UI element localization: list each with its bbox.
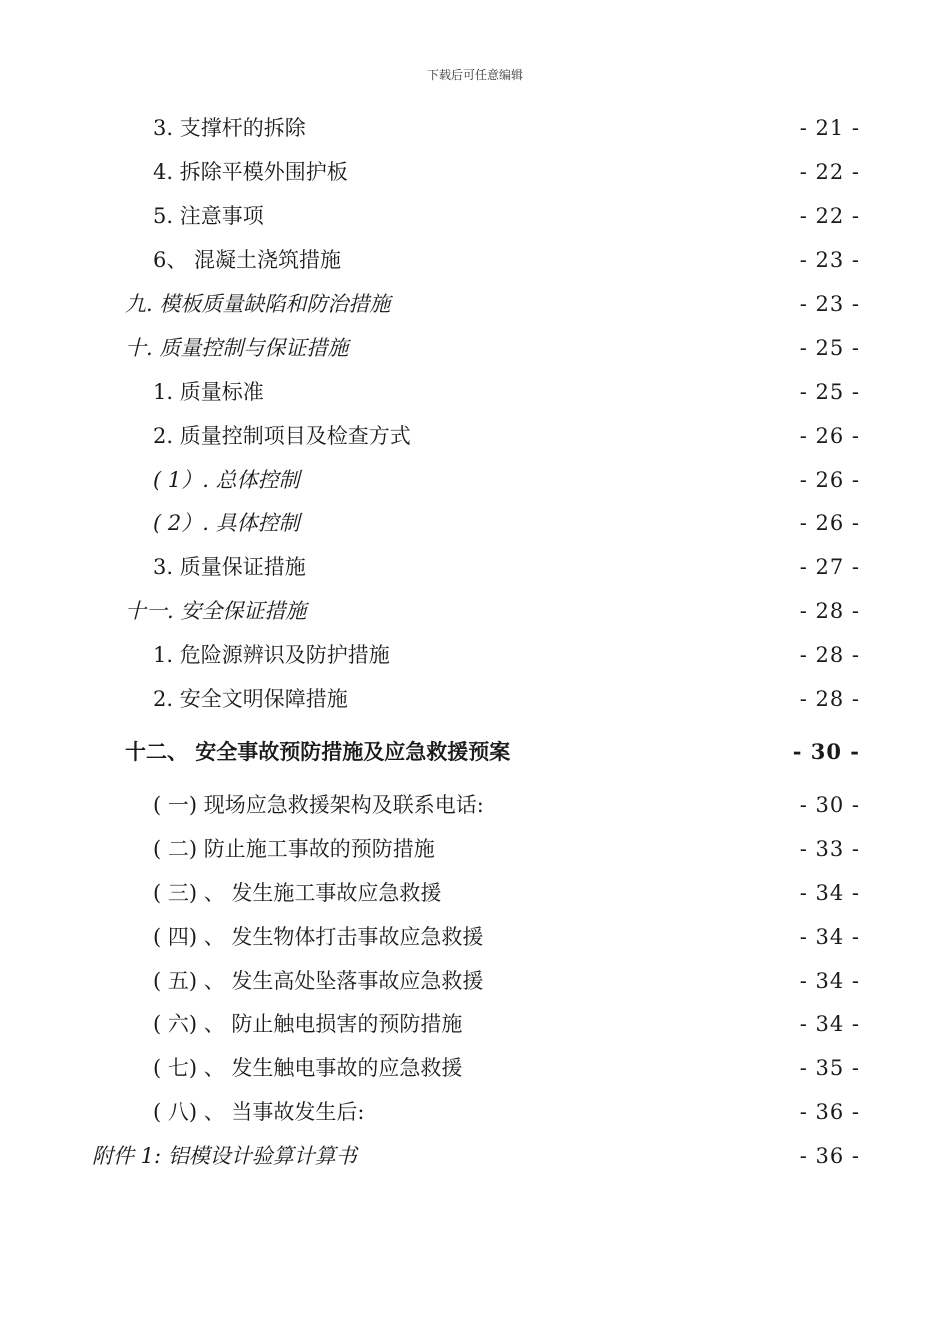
toc-entry-page: - 28 - — [799, 599, 860, 623]
toc-entry-page: - 34 - — [799, 881, 860, 905]
toc-entry[interactable] — [0, 245, 950, 275]
toc-entry-title: 2. 质量控制项目及检查方式 — [153, 424, 411, 448]
toc-entry[interactable] — [0, 157, 950, 187]
toc-entry-title: ( 一) 现场应急救援架构及联系电话: — [153, 793, 484, 817]
toc-entry[interactable] — [0, 552, 950, 582]
toc-entry-page: - 36 - — [799, 1100, 860, 1124]
toc-entry[interactable] — [0, 922, 950, 952]
toc-entry-page: - 21 - — [799, 116, 860, 140]
toc-entry[interactable] — [0, 289, 950, 319]
toc-entry-page: - 30 - — [792, 739, 860, 764]
toc-entry[interactable] — [0, 421, 950, 451]
toc-entry[interactable] — [0, 377, 950, 407]
toc-entry[interactable] — [0, 684, 950, 714]
toc-entry-page: - 36 - — [799, 1144, 860, 1168]
toc-entry-title: ( 四) 、 发生物体打击事故应急救援 — [153, 925, 484, 949]
toc-entry-title: ( 八) 、 当事故发生后: — [153, 1100, 365, 1124]
toc-entry-title: 十二、 安全事故预防措施及应急救援预案 — [125, 739, 511, 764]
toc-entry-page: - 35 - — [799, 1056, 860, 1080]
toc-entry-page: - 23 - — [799, 292, 860, 316]
toc-entry-title: 4. 拆除平模外围护板 — [153, 160, 348, 184]
toc-entry-title: ( 七) 、 发生触电事故的应急救援 — [153, 1056, 463, 1080]
toc-entry-page: - 22 - — [799, 160, 860, 184]
toc-entry[interactable] — [0, 113, 950, 143]
toc-entry-page: - 34 - — [799, 925, 860, 949]
toc-entry-page: - 26 - — [799, 511, 860, 535]
toc-entry-title: ( 六) 、 防止触电损害的预防措施 — [153, 1012, 463, 1036]
toc-entry[interactable] — [0, 790, 950, 820]
toc-entry[interactable] — [0, 1141, 950, 1171]
toc-entry-page: - 30 - — [799, 793, 860, 817]
toc-entry-page: - 34 - — [799, 1012, 860, 1036]
toc-entry-title: ( 三) 、 发生施工事故应急救援 — [153, 881, 442, 905]
toc-entry-page: - 26 - — [799, 424, 860, 448]
toc-entry[interactable] — [0, 596, 950, 626]
toc-entry-title: ( 2）. 具体控制 — [153, 511, 300, 535]
toc-entry-title: 九. 模板质量缺陷和防治措施 — [125, 292, 391, 316]
toc-entry[interactable] — [0, 1053, 950, 1083]
toc-entry-title: 十一. 安全保证措施 — [125, 599, 307, 623]
toc-entry-page: - 22 - — [799, 204, 860, 228]
toc-entry-title: 十. 质量控制与保证措施 — [125, 336, 349, 360]
toc-entry-title: 3. 支撑杆的拆除 — [153, 116, 306, 140]
toc-entry[interactable] — [0, 1097, 950, 1127]
toc-entry-page: - 28 - — [799, 687, 860, 711]
page-header: 下载后可任意编辑 — [426, 68, 523, 82]
toc-entry[interactable] — [0, 878, 950, 908]
toc-entry[interactable] — [0, 640, 950, 670]
toc-entry-page: - 23 - — [799, 248, 860, 272]
toc-entry[interactable] — [0, 465, 950, 495]
toc-entry[interactable] — [0, 966, 950, 996]
toc-entry-page: - 25 - — [799, 336, 860, 360]
toc-entry[interactable] — [0, 1009, 950, 1039]
toc-entry-title: 6、 混凝土浇筑措施 — [153, 248, 342, 272]
toc-entry[interactable] — [0, 333, 950, 363]
toc-entry-page: - 33 - — [799, 837, 860, 861]
toc-entry-page: - 25 - — [799, 380, 860, 404]
toc-entry-title: 1. 质量标准 — [153, 380, 264, 404]
toc-entry-page: - 34 - — [799, 969, 860, 993]
toc-entry-page: - 28 - — [799, 643, 860, 667]
toc-entry[interactable] — [0, 508, 950, 538]
toc-entry[interactable] — [0, 737, 950, 767]
toc-entry-title: 3. 质量保证措施 — [153, 555, 306, 579]
toc-entry-title: 5. 注意事项 — [153, 204, 264, 228]
toc-entry[interactable] — [0, 834, 950, 864]
toc-entry-title: ( 1）. 总体控制 — [153, 468, 300, 492]
toc-entry-title: ( 二) 防止施工事故的预防措施 — [153, 837, 435, 861]
toc-entry-title: ( 五) 、 发生高处坠落事故应急救援 — [153, 969, 484, 993]
toc-entry-page: - 27 - — [799, 555, 860, 579]
toc-entry-page: - 26 - — [799, 468, 860, 492]
toc-entry-title: 2. 安全文明保障措施 — [153, 687, 348, 711]
toc-entry-title: 1. 危险源辨识及防护措施 — [153, 643, 390, 667]
toc-entry[interactable] — [0, 201, 950, 231]
toc-entry-title: 附件 1: 铝模设计验算计算书 — [92, 1144, 357, 1168]
